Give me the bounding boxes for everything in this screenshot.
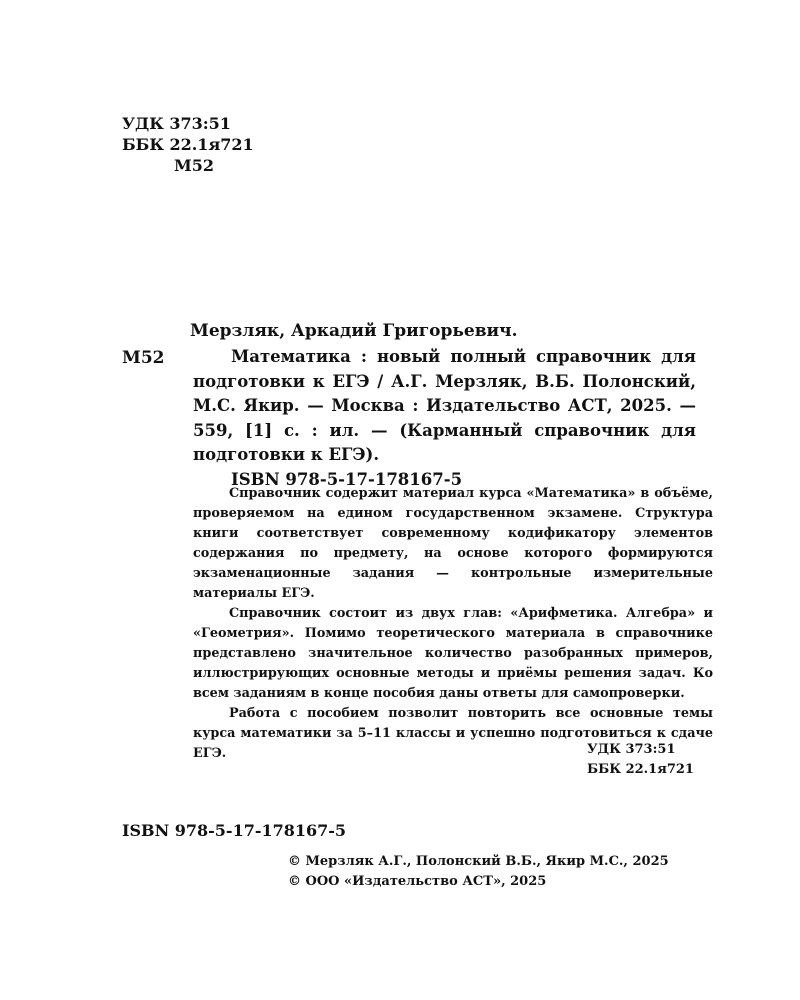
- author-heading: Мерзляк, Аркадий Григорьевич.: [190, 321, 518, 341]
- copyright-authors: © Мерзляк А.Г., Полонский В.Б., Якир М.С., 2025: [288, 854, 669, 869]
- bib-isbn: ISBN 978-5-17-178167-5: [231, 469, 463, 489]
- copyright-block: [288, 852, 669, 892]
- annotation-classification: [587, 740, 694, 780]
- bib-description-text: Математика : новый полный справочник для подготовки к ЕГЭ / А.Г. Мерзляк, В.Б. Полонский, М.С. Якир. — Москва : Издательство АСТ, 2025. — 559, [1] с. : ил. — (Карманный справочник для подготовки к ЕГЭ).: [193, 347, 696, 464]
- annotation-bbk: ББК 22.1я721: [587, 762, 694, 777]
- udk-index: УДК 373:51: [122, 114, 231, 133]
- annotation-paragraph: Справочник содержит материал курса «Математика» в объёме, проверяемом на едином государственном экзамене. Структура книги соответствует современному кодификатору элементов содержания по предмету, на основе которого формируются экзаменационные задания — контрольные измерительные материалы ЕГЭ.: [193, 486, 713, 601]
- annotation-udk: УДК 373:51: [587, 742, 676, 757]
- bibliographic-description: [193, 345, 696, 492]
- author-mark: М52: [174, 156, 214, 175]
- classification-block: [122, 113, 254, 176]
- annotation: [193, 484, 713, 764]
- copyright-publisher: © ООО «Издательство АСТ», 2025: [288, 874, 547, 889]
- annotation-paragraph: Работа с пособием позволит повторить все основные темы курса математики за 5–11 классы и успешно подготовиться к сдаче ЕГЭ.: [193, 706, 713, 761]
- annotation-paragraph: Справочник состоит из двух глав: «Арифметика. Алгебра» и «Геометрия». Помимо теоретического материала в справочнике представлено значительное количество разобранных примеров, иллюстрирующих основные методы и приёмы решения задач. Ко всем заданиям в конце пособия даны ответы для самопроверки.: [193, 606, 713, 701]
- bbk-index: ББК 22.1я721: [122, 135, 254, 154]
- bib-author-mark: М52: [122, 348, 165, 368]
- isbn-footer: ISBN 978-5-17-178167-5: [122, 821, 347, 840]
